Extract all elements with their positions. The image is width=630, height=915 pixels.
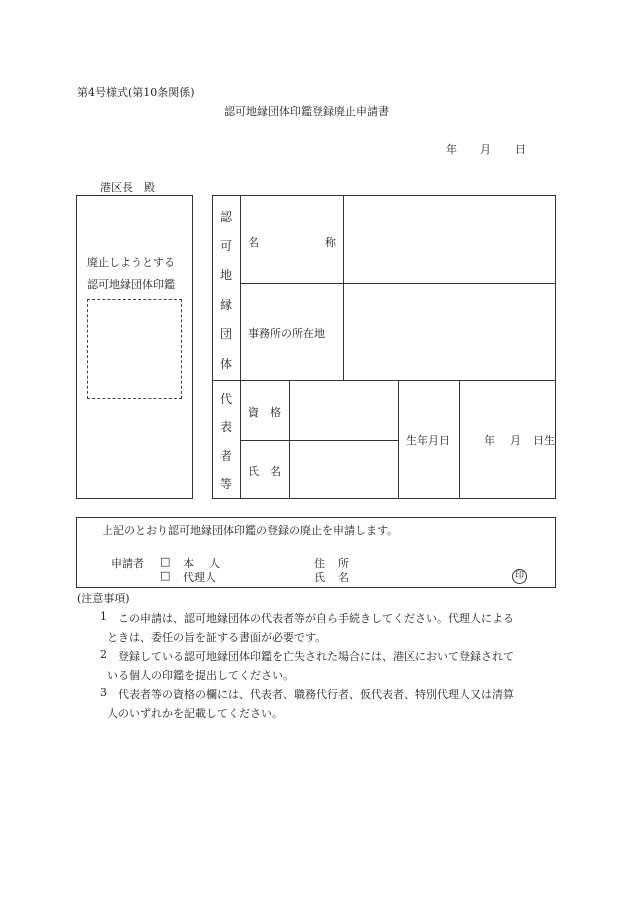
applicant-label: 申請者 [111,557,144,570]
rep-name-label-a: 氏 [248,465,259,478]
birthdate-year: 年 [484,434,495,447]
applicant-name-field[interactable] [360,567,505,581]
note-line: 人のいずれかを記載してください。 [107,707,283,720]
group-label-char: 認 [219,210,232,224]
group-label-char: 可 [219,239,232,253]
rep-label-char: 等 [219,477,232,491]
group-label-char: 体 [219,357,232,371]
birthdate-field[interactable] [460,381,555,499]
checkbox-self[interactable]: □ [160,555,171,568]
rep-label-char: 者 [219,449,232,463]
form-number: 第4号様式(第10条関係) [77,86,195,99]
birthdate-month: 月 [510,434,521,447]
checkbox-agent[interactable]: □ [160,569,171,582]
application-statement: 上記のとおり認可地縁団体印鑑の登録の廃止を申請します。 [102,524,399,537]
note-number: 1 [100,610,107,623]
rep-label-char: 表 [219,420,232,434]
address-field[interactable] [360,553,540,567]
note-line: 登録している認可地縁団体印鑑を亡失された場合には、港区において登録されて [118,650,514,663]
note-line: ときは、委任の旨を証する書面が必要です。 [107,631,327,644]
qualification-label-b: 格 [270,406,281,419]
note-number: 3 [100,686,107,699]
seal-box-line1: 廃止しようとする [87,256,175,269]
option-self-b: 人 [209,557,220,570]
page-title: 認可地縁団体印鑑登録廃止申請書 [224,105,389,118]
date-year: 年 [446,143,457,156]
applicant-name-label-a: 氏 [314,571,325,584]
qualification-label-a: 資 [248,406,259,419]
birthdate-day: 日生 [533,434,555,447]
rep-label-char: 代 [219,392,232,406]
note-number: 2 [100,648,107,661]
group-label-char: 縁 [219,298,232,312]
date-month: 月 [480,143,491,156]
note-line: 代表者等の資格の欄には、代表者、職務代行者、仮代表者、特別代理人又は清算 [118,688,514,701]
note-line: この申請は、認可地縁団体の代表者等が自ら手続きしてください。代理人による [118,612,514,625]
group-label-char: 地 [219,268,232,282]
group-label-char: 団 [219,327,232,341]
qualification-field[interactable] [290,381,398,440]
applicant-name-label-b: 名 [338,571,349,584]
seal-imprint-area[interactable] [87,299,182,399]
rep-name-field[interactable] [290,441,398,499]
birthdate-label: 生年月日 [406,434,450,447]
address-label-a: 住 [314,557,325,570]
date-day: 日 [515,143,526,156]
office-address-label: 事務所の所在地 [248,327,325,340]
address-label-b: 所 [338,557,349,570]
office-address-field[interactable] [344,284,555,380]
notes-heading: (注意事項) [77,592,130,605]
group-name-label-a: 名 [248,236,259,249]
group-name-label-b: 称 [325,236,336,249]
option-self-a: 本 [183,557,194,570]
seal-mark: 印 [512,569,527,584]
addressee: 港区長 殿 [100,181,155,194]
rep-name-label-b: 名 [270,465,281,478]
note-line: いる個人の印鑑を提出してください。 [107,669,294,682]
seal-box-line2: 認可地縁団体印鑑 [87,278,175,291]
group-name-field[interactable] [344,196,555,283]
option-agent: 代理人 [183,571,216,584]
